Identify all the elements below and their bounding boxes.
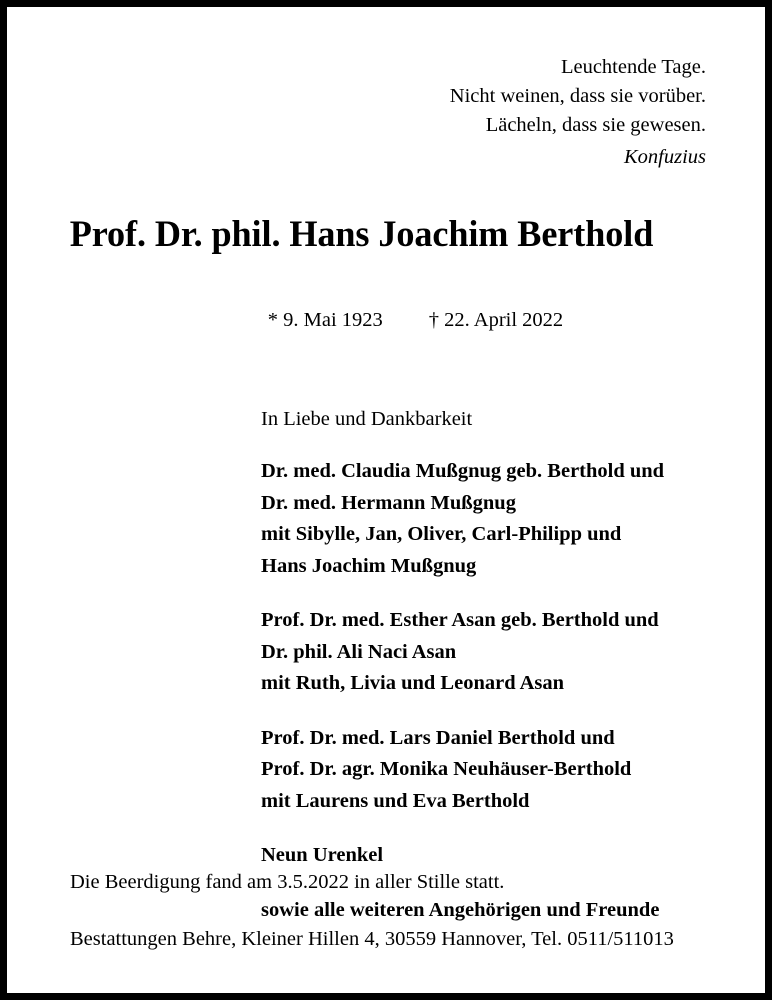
family-line: sowie alle weiteren Angehörigen und Freunde: [261, 898, 660, 921]
quote-line-2: Nicht weinen, dass sie vorüber.: [449, 85, 706, 107]
notice-content: [7, 7, 765, 993]
death-symbol-icon: †: [428, 309, 440, 331]
family-block: [62, 405, 710, 926]
family-line: mit Sibylle, Jan, Oliver, Carl-Philipp und: [261, 523, 622, 545]
quote-line-1: Leuchtende Tage.: [560, 56, 706, 78]
quote-attribution: Konfuzius: [623, 146, 706, 168]
undertaker-info: Bestattungen Behre, Kleiner Hillen 4, 30559 Hannover, Tel. 0511/511013: [70, 928, 674, 950]
life-dates: [62, 278, 710, 362]
birth-date: 9. Mai 1923: [283, 309, 383, 331]
family-group-berthold: [261, 723, 710, 818]
dedication-text: In Liebe und Dankbarkeit: [261, 408, 473, 430]
notice-footer: [62, 868, 710, 953]
family-line: Prof. Dr. med. Lars Daniel Berthold und: [261, 726, 615, 749]
family-line: Hans Joachim Mußgnug: [261, 554, 477, 577]
burial-note: Die Beerdigung fand am 3.5.2022 in aller Stille statt.: [70, 871, 505, 893]
birth-symbol-icon: *: [267, 309, 278, 331]
family-line: Dr. med. Claudia Mußgnug geb. Berthold und: [261, 460, 665, 482]
family-group-mussgnug: [261, 456, 710, 582]
quote-line-3: Lächeln, dass sie gewesen.: [485, 114, 706, 136]
deceased-name: Prof. Dr. phil. Hans Joachim Berthold: [69, 214, 654, 255]
memorial-quote: [62, 7, 710, 172]
family-line: mit Ruth, Livia und Leonard Asan: [261, 672, 565, 694]
family-line: Prof. Dr. agr. Monika Neuhäuser-Berthold: [261, 758, 632, 780]
family-line: Prof. Dr. med. Esther Asan geb. Berthold und: [261, 609, 659, 631]
family-line: Neun Urenkel: [261, 844, 384, 866]
family-group-great-grandchildren: [261, 840, 710, 872]
family-group-asan: [261, 605, 710, 700]
family-line: mit Laurens und Eva Berthold: [261, 789, 530, 812]
family-line: Dr. med. Hermann Mußgnug: [261, 491, 516, 514]
death-date: 22. April 2022: [444, 309, 564, 331]
family-line: Dr. phil. Ali Naci Asan: [261, 640, 457, 663]
